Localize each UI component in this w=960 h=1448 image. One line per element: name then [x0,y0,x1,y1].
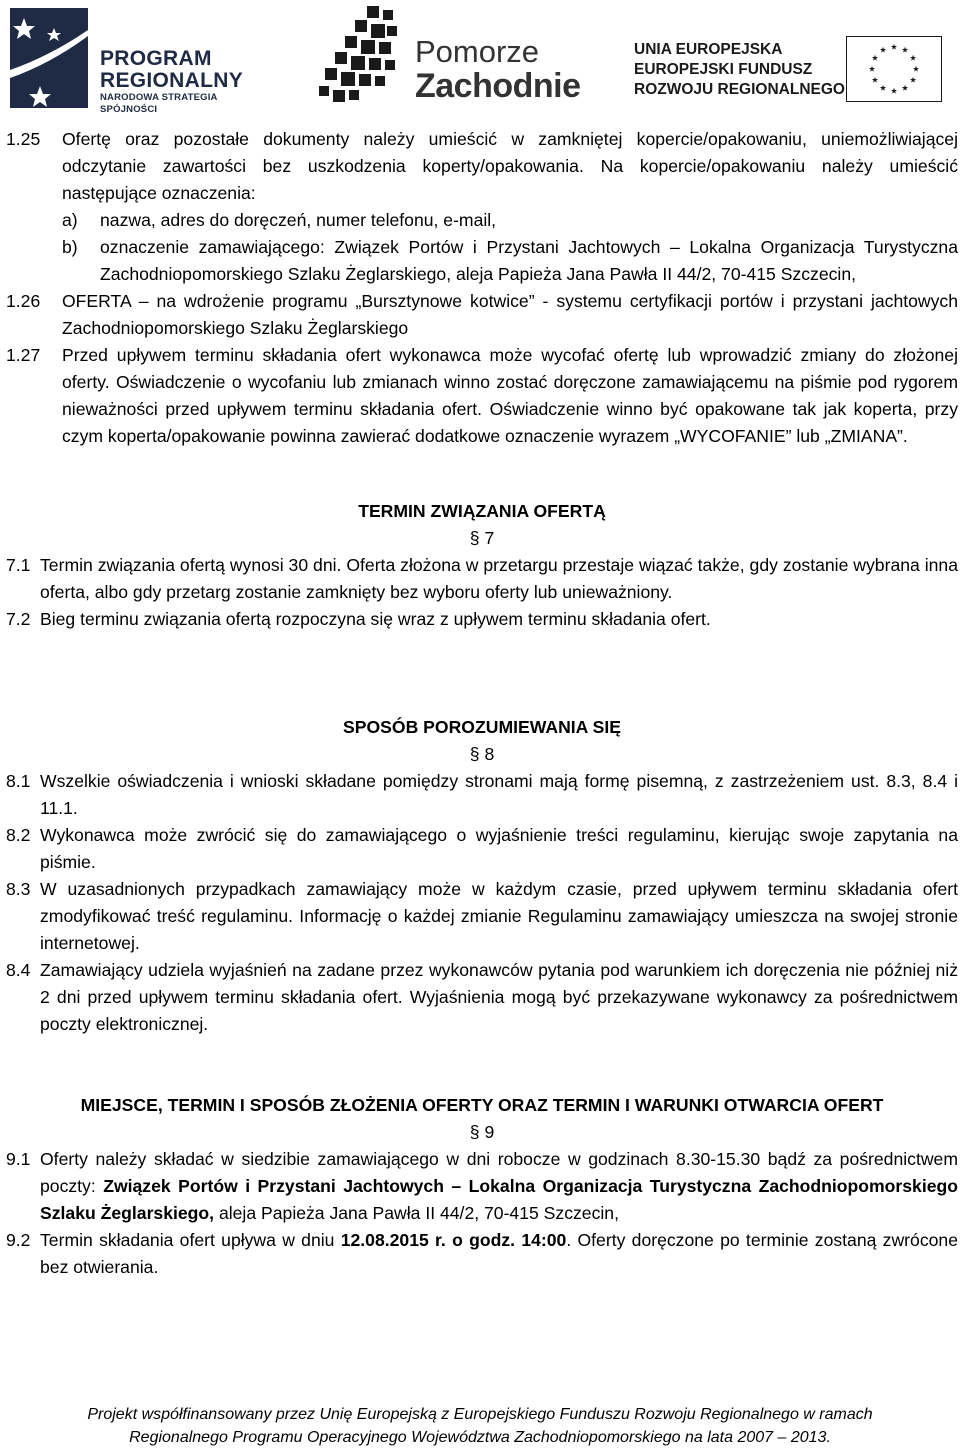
paragraph-text: Termin składania ofert upływa w dniu [40,1230,341,1250]
paragraph-text: OFERTA – na wdrożenie programu „Bursztynowe kotwice” - systemu certyfikacji portów i przystani jachtowych Zachodniopomorskiego Szlaku Żeglarskiego [62,291,958,338]
footer-line-1: Projekt współfinansowany przez Unię Europejską z Europejskiego Funduszu Rozwoju Regionalnego w ramach [87,1406,873,1423]
logo-program-line1: PROGRAM [100,47,212,70]
paragraph-8-4 [6,957,958,1038]
page-header [0,0,960,115]
paragraph-text-bold: Związek Portów i Przystani Jachtowych – Lokalna Organizacja Turystyczna Zachodniopomorskiego Szlaku Żeglarskiego, [40,1176,959,1223]
section-7-number: § 7 [469,528,495,548]
paragraph-number: 1.27 [6,345,41,365]
logo-pomorze-line1: Pomorze [415,34,540,69]
spacer [6,450,958,498]
paragraph-number: 1.25 [6,129,41,149]
sub-item-letter: a) [62,210,78,230]
eu-erdf-logo [628,36,948,104]
eu-flag-icon [846,36,942,102]
paragraph-number: 8.2 [6,825,31,845]
paragraph-text: Wykonawca może zwrócić się do zamawiającego o wyjaśnienie treści regulaminu, kierując swoje zapytania na piśmie. [40,825,958,872]
paragraph-number: 7.1 [6,555,31,575]
footer-line-2: Regionalnego Programu Operacyjnego Województwa Zachodniopomorskiego na lata 2007 – 2013. [129,1429,831,1446]
paragraph-text: Zamawiający udziela wyjaśnień na zadane przez wykonawców pytania pod warunkiem ich doręczenia nie później niż 2 dni przed upływem terminu składania ofert. Wyjaśnienia mogą być przekazywane wykonawcy za pośrednictwem poczty elektronicznej. [40,960,958,1034]
page-footer [0,1403,960,1448]
paragraph-text: . Oferty doręczone po terminie zostaną zwrócone bez otwierania. [40,1230,958,1277]
sub-item-text: nazwa, adres do doręczeń, numer telefonu, e-mail, [100,210,497,230]
paragraph-text: Termin związania ofertą wynosi 30 dni. Oferta złożona w przetargu przestaje wiązać także, gdy zostanie wybrana inna oferta, albo gdy przetarg zostanie zamknięty bez wyboru oferty lub unieważniony. [40,555,958,602]
paragraph-text: Oferty należy składać w siedzibie zamawiającego w dni robocze w godzinach 8.30-15.30 bądź za pośrednictwem poczty: [40,1149,958,1196]
program-regionalny-emblem [10,8,98,108]
section-8-number: § 8 [469,744,495,764]
paragraph-number: 9.1 [6,1149,31,1169]
sub-item-a [6,207,958,234]
spacer [6,633,958,714]
sub-item-b [6,234,958,288]
program-regionalny-logo [10,8,250,115]
paragraph-number: 8.4 [6,960,31,980]
paragraph-8-1 [6,768,958,822]
eu-erdf-wordmark [634,40,845,100]
paragraph-9-2 [6,1227,958,1281]
paragraph-text: W uzasadnionych przypadkach zamawiający może w każdym czasie, przed upływem terminu składania ofert zmodyfikować treść regulaminu. Informację o każdej zmianie Regulaminu zamawiający umieszcza na swojej stronie internetowej. [40,879,958,953]
paragraph-text: Ofertę oraz pozostałe dokumenty należy umieścić w zamkniętej kopercie/opakowaniu, uniemożliwiającej odczytanie zawartości bez uszkodzenia koperty/opakowania. Na kopercie/opakowaniu należy umieścić następujące oznaczenia: [62,129,958,203]
logo-program-line3: NARODOWA STRATEGIA SPÓJNOŚCI [100,92,218,115]
paragraph-text: Bieg terminu związania ofertą rozpoczyna się wraz z upływem terminu składania ofert. [40,609,711,629]
paragraph-8-3 [6,876,958,957]
paragraph-number: 7.2 [6,609,31,629]
section-9-number: § 9 [469,1122,495,1142]
paragraph-text: aleja Papieża Jana Pawła II 44/2, 70-415 Szczecin, [214,1203,619,1223]
logo-ue-line2: EUROPEJSKI FUNDUSZ [634,61,813,78]
logo-ue-line1: UNIA EUROPEJSKA [634,41,783,58]
pomorze-zachodnie-logo [315,4,581,105]
paragraph-number: 1.26 [6,291,41,311]
paragraph-1-25 [6,126,958,207]
paragraph-number: 9.2 [6,1230,31,1250]
paragraph-1-27 [6,342,958,450]
section-8-title: SPOSÓB POROZUMIEWANIA SIĘ [343,717,621,737]
section-9-title: MIEJSCE, TERMIN I SPOSÓB ZŁOŻENIA OFERTY ORAZ TERMIN I WARUNKI OTWARCIA OFERT [80,1095,884,1115]
paragraph-number: 8.1 [6,771,31,791]
pomorze-zachodnie-wordmark [415,36,581,104]
paragraph-9-1 [6,1146,958,1227]
sub-item-letter: b) [62,237,78,257]
paragraph-1-26 [6,288,958,342]
logo-pomorze-line2: Zachodnie [415,67,581,105]
paragraph-7-1 [6,552,958,606]
paragraph-text: Przed upływem terminu składania ofert wykonawca może wycofać ofertę lub wprowadzić zmiany do złożonej oferty. Oświadczenie o wycofaniu lub zmianach winno zostać doręczone zamawiającemu na piśmie pod rygorem nieważności przed upływem terminu składania ofert. Oświadczenie winno być opakowane tak jak koperta, przy czym koperta/opakowanie powinna zawierać dodatkowe oznaczenie wyrazem „WYCOFANIE” lub „ZMIANA”. [62,345,958,446]
logo-program-line2: REGIONALNY [100,69,244,92]
spacer [6,1038,958,1092]
program-regionalny-wordmark [100,48,250,116]
section-7-title: TERMIN ZWIĄZANIA OFERTĄ [358,501,606,521]
logo-ue-line3: ROZWOJU REGIONALNEGO [634,81,845,98]
paragraph-text: Wszelkie oświadczenia i wnioski składane pomiędzy stronami mają formę pisemną, z zastrzeżeniem ust. 8.3, 8.4 i 11.1. [40,771,958,818]
pomorze-zachodnie-emblem [315,4,411,104]
paragraph-7-2 [6,606,958,633]
paragraph-number: 8.3 [6,879,31,899]
sub-item-text: oznaczenie zamawiającego: Związek Portów i Przystani Jachtowych – Lokalna Organizacja Turystyczna Zachodniopomorskiego Szlaku Żeglarskiego, aleja Papieża Jana Pawła II 44/2, 70-415 Szczecin, [100,237,958,284]
document-body [6,126,958,1281]
paragraph-text-bold: 12.08.2015 r. o godz. 14:00 [340,1230,567,1250]
paragraph-8-2 [6,822,958,876]
